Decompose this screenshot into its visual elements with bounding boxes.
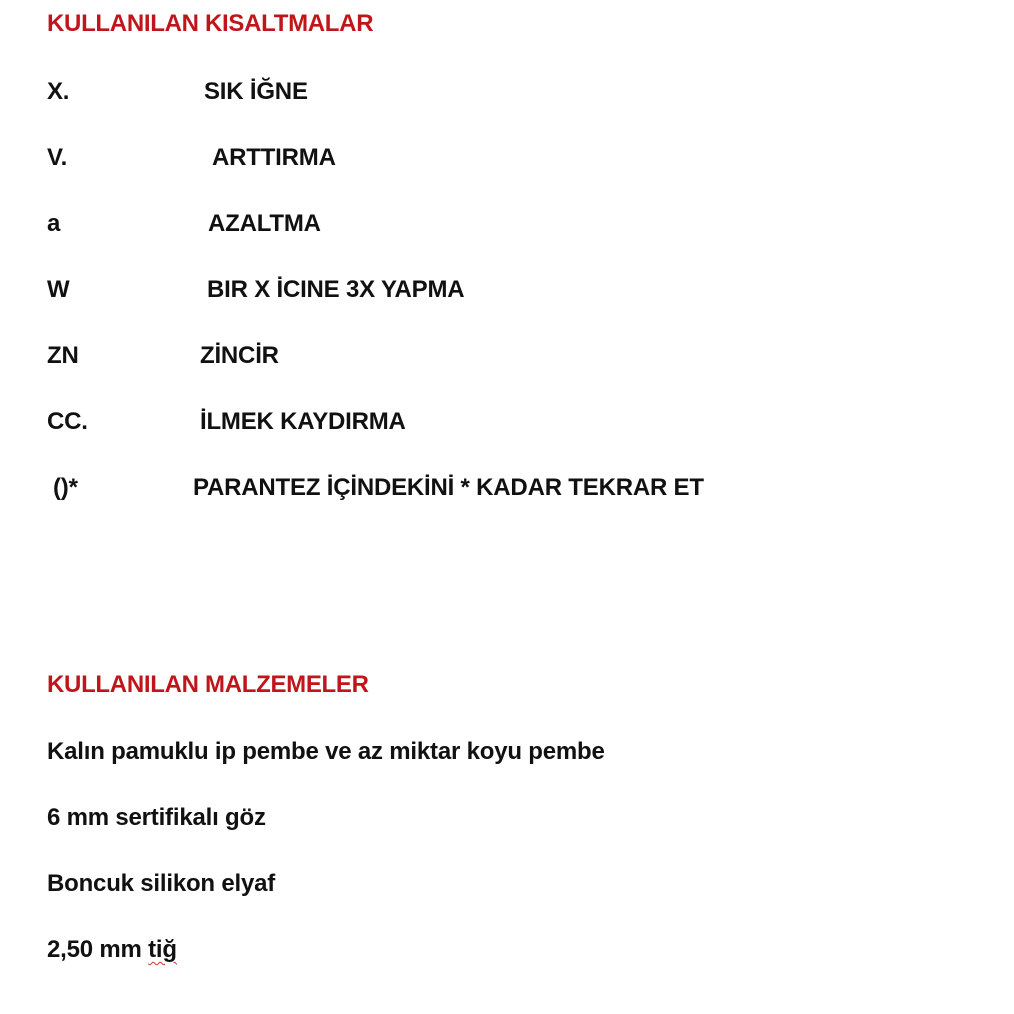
- abbreviation-code: ()*: [53, 474, 78, 501]
- abbreviation-row: [0, 274, 1014, 306]
- abbreviation-code: CC.: [47, 408, 88, 435]
- abbreviation-meaning: PARANTEZ İÇİNDEKİNİ * KADAR TEKRAR ET: [193, 474, 704, 501]
- abbreviation-meaning: ARTTIRMA: [212, 144, 336, 171]
- material-item: 6 mm sertifikalı göz: [47, 804, 266, 831]
- abbreviation-meaning: AZALTMA: [208, 210, 321, 237]
- abbreviation-row: [0, 406, 1014, 438]
- abbreviation-meaning: SIK İĞNE: [204, 78, 308, 105]
- abbreviation-row: [0, 208, 1014, 240]
- abbreviations-heading: KULLANILAN KISALTMALAR: [47, 10, 374, 37]
- abbreviation-meaning: ZİNCİR: [200, 342, 279, 369]
- abbreviation-code: V.: [47, 144, 68, 171]
- abbreviation-code: W: [47, 276, 70, 303]
- abbreviation-code: X.: [47, 78, 70, 105]
- abbreviation-code: ZN: [47, 342, 79, 369]
- abbreviation-meaning: İLMEK KAYDIRMA: [200, 408, 406, 435]
- material-item: Boncuk silikon elyaf: [47, 870, 276, 897]
- abbreviation-row: [0, 472, 1014, 504]
- abbreviation-row: [0, 76, 1014, 108]
- materials-heading: KULLANILAN MALZEMELER: [47, 671, 369, 698]
- material-item: Kalın pamuklu ip pembe ve az miktar koyu pembe: [47, 738, 605, 765]
- material-item: [47, 934, 177, 966]
- abbreviation-row: [0, 340, 1014, 372]
- spellcheck-flagged-word: tiğ: [148, 936, 177, 963]
- material-item-text: 2,50 mm: [47, 936, 149, 963]
- abbreviation-meaning: BIR X İCINE 3X YAPMA: [207, 276, 465, 303]
- abbreviation-code: a: [47, 210, 61, 237]
- abbreviation-row: [0, 142, 1014, 174]
